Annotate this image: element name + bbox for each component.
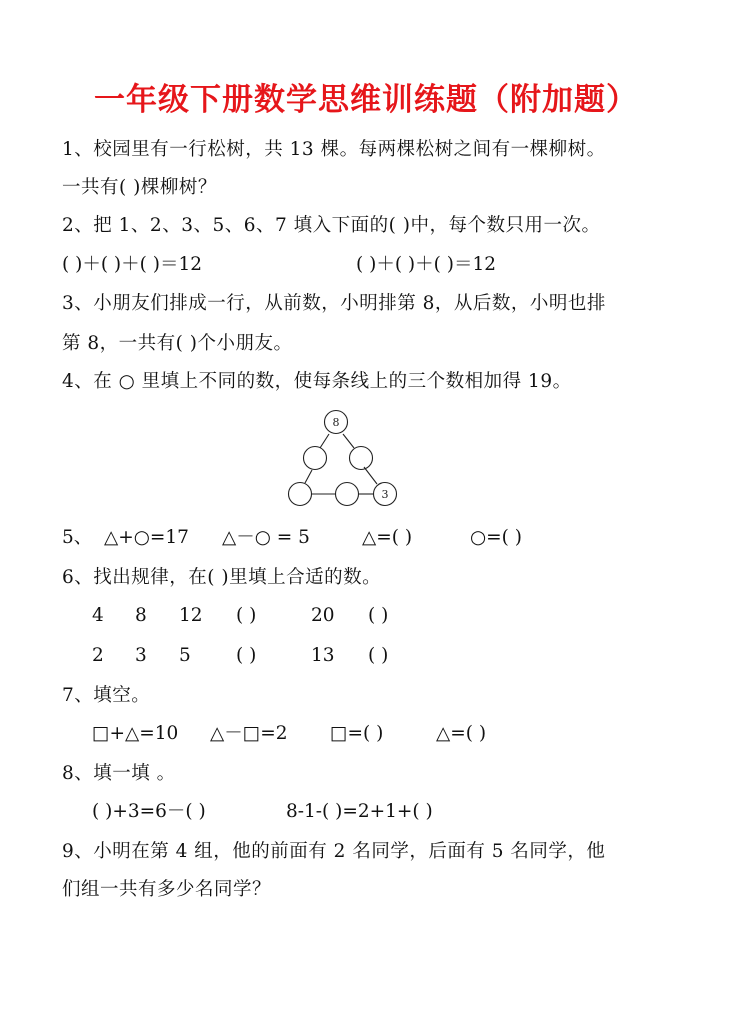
question-2-equation-left: ( )＋( )＋( )＝12 xyxy=(62,254,202,275)
question-5-equation-1: △+○=17 xyxy=(104,527,189,548)
question-7-line-1: 7、填空。 xyxy=(62,685,151,706)
question-5-answer-1: △=( ) xyxy=(362,527,413,548)
question-9-line-2: 们组一共有多少名同学？ xyxy=(62,879,272,900)
question-8-equation-2: 8-1-( )=2+1+( ) xyxy=(286,801,433,822)
question-6-row-2-item: 3 xyxy=(135,645,147,666)
question-7-answer-2: △=( ) xyxy=(436,723,487,744)
question-6-row-2-item: ( ) xyxy=(368,645,389,666)
question-6-line-1: 6、找出规律，在( )里填上合适的数。 xyxy=(62,567,382,588)
question-6-row-2-item: 5 xyxy=(179,645,191,666)
question-6-row-1-item: 4 xyxy=(92,605,104,626)
diagram-circle-bottom-left xyxy=(289,483,312,506)
question-6-row-2-item: ( ) xyxy=(236,645,257,666)
question-2-line-1: 2、把 1、2、3、5、6、7 填入下面的( )中，每个数只用一次。 xyxy=(62,215,601,236)
diagram-corner-value: 3 xyxy=(381,488,389,501)
diagram-edge-right-upper xyxy=(343,434,354,448)
question-8-equation-1: ( )+3=6－( ) xyxy=(92,801,206,822)
question-2-equation-right: ( )＋( )＋( )＝12 xyxy=(356,254,496,275)
question-1-line-1: 1、校园里有一行松树，共 13 棵。每两棵松树之间有一棵柳树。 xyxy=(62,139,606,160)
diagram-edge-left-lower xyxy=(305,470,312,483)
question-5-equation-2: △－○ = 5 xyxy=(222,527,310,548)
diagram-circle-middle-left xyxy=(304,447,327,470)
diagram-circle-bottom-middle xyxy=(336,483,359,506)
question-8-line-1: 8、填一填 。 xyxy=(62,763,176,784)
diagram-circle-middle-right xyxy=(350,447,373,470)
question-6-row-1-item: ( ) xyxy=(236,605,257,626)
question-9-line-1: 9、小明在第 4 组，他的前面有 2 名同学，后面有 5 名同学，他 xyxy=(62,841,606,862)
question-6-row-1-item: 20 xyxy=(311,605,335,626)
question-1-line-2: 一共有( )棵柳树？ xyxy=(62,177,217,198)
diagram-edge-right-lower xyxy=(364,467,377,484)
question-7-answer-1: □=( ) xyxy=(330,723,384,744)
question-3-line-2: 第 8，一共有( )个小朋友。 xyxy=(62,333,293,354)
question-5-label: 5、 xyxy=(62,527,93,548)
question-7-equation-2: △－□=2 xyxy=(210,723,288,744)
question-7-equation-1: □+△=10 xyxy=(92,723,179,744)
question-6-row-1-item: 12 xyxy=(179,605,203,626)
question-6-row-2-item: 2 xyxy=(92,645,104,666)
diagram-edge-left-upper xyxy=(320,434,329,448)
question-6-row-1-item: 8 xyxy=(135,605,147,626)
question-3-line-1: 3、小朋友们排成一行，从前数，小明排第 8，从后数，小明也排 xyxy=(62,293,606,314)
question-4-line-1: 4、在 ○ 里填上不同的数，使每条线上的三个数相加得 19。 xyxy=(62,371,572,392)
question-6-row-2-item: 13 xyxy=(311,645,335,666)
diagram-top-value: 8 xyxy=(332,416,340,429)
triangle-circle-diagram xyxy=(282,406,412,512)
question-6-row-1-item: ( ) xyxy=(368,605,389,626)
question-5-answer-2: ○=( ) xyxy=(470,527,522,548)
page-title: 一年级下册数学思维训练题（附加题） xyxy=(94,82,638,118)
